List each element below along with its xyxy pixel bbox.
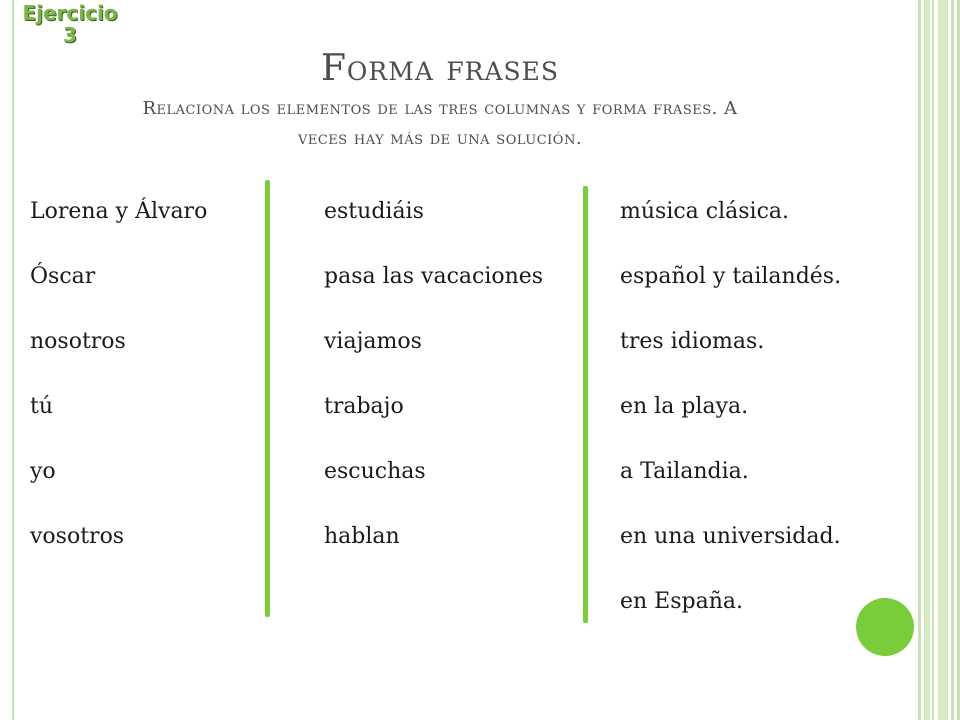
exercise-badge-label: Ejercicio [22,1,118,25]
column-divider-2 [583,186,588,623]
verb-item: pasa las vacaciones [324,264,544,289]
complement-item: tres idiomas. [620,329,765,354]
slide-frame-left [0,0,14,720]
verb-item: trabajo [324,394,404,419]
subject-item: Lorena y Álvaro [30,199,208,224]
complements-column [620,190,841,645]
exercise-badge [14,2,126,46]
verb-item: estudiáis [324,199,424,224]
complement-item: en la playa. [620,394,749,419]
verb-item: viajamos [324,329,422,354]
subject-item: vosotros [30,524,125,549]
verb-item: hablan [324,524,400,549]
subject-item: tú [30,394,54,419]
verbs-column [324,190,543,580]
column-divider-1 [265,180,270,617]
complement-item: en España. [620,589,744,614]
subjects-column [30,190,207,580]
decorative-green-circle [856,598,914,656]
slide-title: Forma frases [320,48,560,89]
complement-item: a Tailandia. [620,459,749,484]
slide-subtitle: Relaciona los elementos de las tres columnas y forma frases. A veces hay más de una solución. [142,98,738,149]
subject-item: Óscar [30,264,96,289]
subject-item: yo [30,459,56,484]
complement-item: español y tailandés. [620,264,842,289]
verb-item: escuchas [324,459,426,484]
subject-item: nosotros [30,329,126,354]
slide-frame-right [918,0,960,720]
complement-item: en una universidad. [620,524,841,549]
exercise-badge-number: 3 [63,23,77,47]
complement-item: música clásica. [620,199,790,224]
